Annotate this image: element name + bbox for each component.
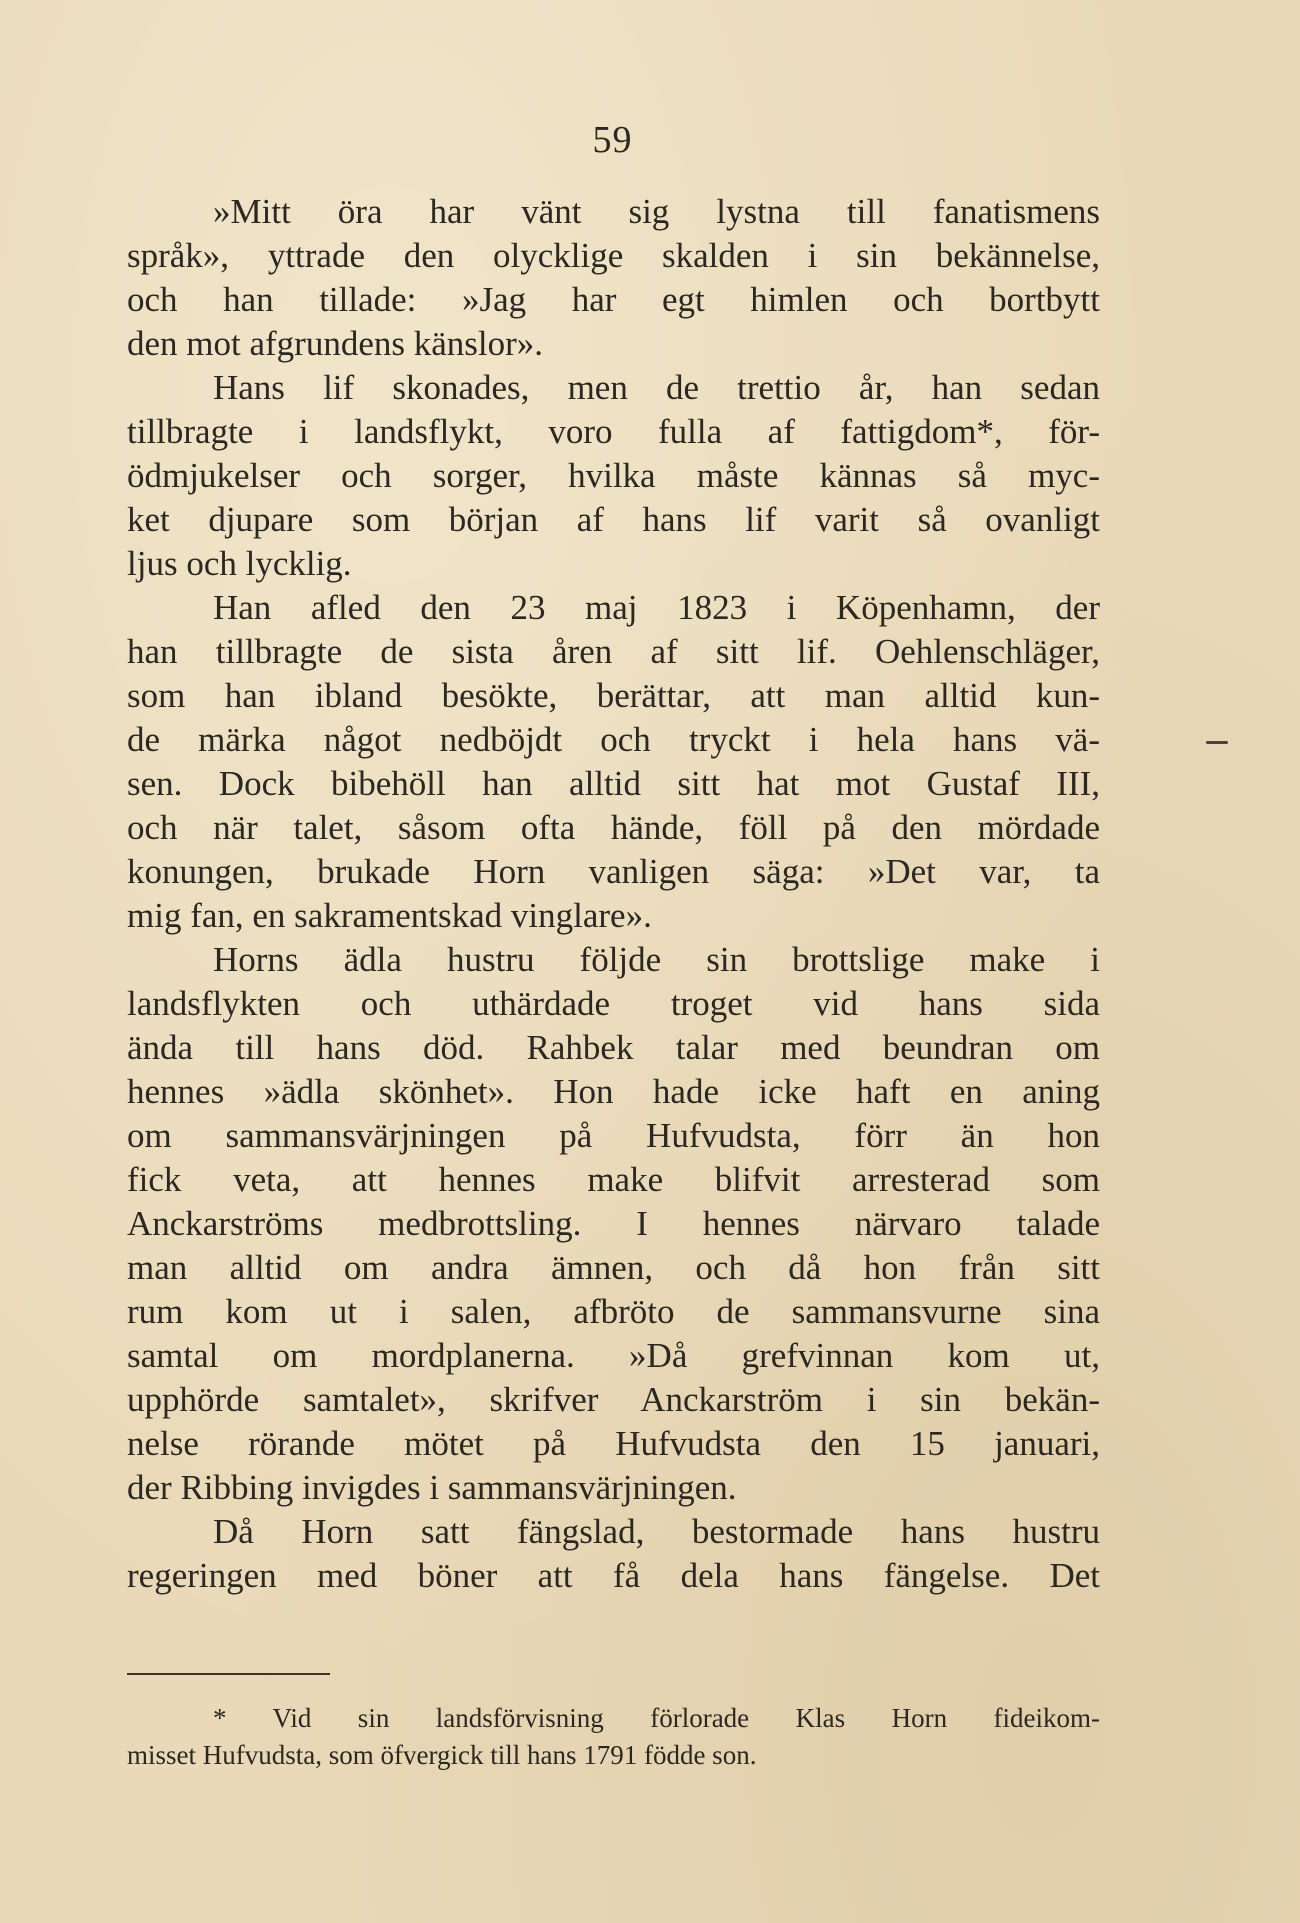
text-line: konungen, brukade Horn vanligen säga: »Det var, ta	[127, 852, 1100, 891]
text-line: som han ibland besökte, berättar, att man alltid kun-	[127, 676, 1100, 715]
text-line: om sammansvärjningen på Hufvudsta, förr än hon	[127, 1116, 1100, 1155]
footnote-line: misset Hufvudsta, som öfvergick till hans 1791 födde son.	[127, 1740, 757, 1770]
text-line: »Mitt öra har vänt sig lystna till fanatismens	[213, 192, 1100, 231]
text-line: Anckarströms medbrottsling. I hennes närvaro talade	[127, 1204, 1100, 1243]
text-line: och han tillade: »Jag har egt himlen och bortbytt	[127, 280, 1100, 319]
text-line: man alltid om andra ämnen, och då hon från sitt	[127, 1248, 1100, 1287]
text-line: Hans lif skonades, men de trettio år, han sedan	[213, 368, 1100, 407]
text-line: nelse rörande mötet på Hufvudsta den 15 januari,	[127, 1424, 1100, 1463]
paragraph-2	[127, 366, 1100, 586]
paragraph-5	[127, 1510, 1100, 1598]
text-line: Horns ädla hustru följde sin brottslige make i	[213, 940, 1100, 979]
body-text	[127, 190, 1100, 1598]
text-line: rum kom ut i salen, afbröto de sammansvurne sina	[127, 1292, 1100, 1331]
footnote-divider	[127, 1673, 330, 1675]
text-line: ket djupare som början af hans lif varit så ovanligt	[127, 500, 1100, 539]
text-line: språk», yttrade den olycklige skalden i sin bekännelse,	[127, 236, 1100, 275]
text-line: ända till hans död. Rahbek talar med beundran om	[127, 1028, 1100, 1067]
paragraph-4	[127, 938, 1100, 1510]
paragraph-1	[127, 190, 1100, 366]
text-line: regeringen med böner att få dela hans fängelse. Det	[127, 1556, 1100, 1595]
text-line: de märka något nedböjdt och tryckt i hela hans vä-	[127, 720, 1100, 759]
text-line: landsflykten och uthärdade troget vid hans sida	[127, 984, 1100, 1023]
text-line: tillbragte i landsflykt, voro fulla af fattigdom*, för-	[127, 412, 1100, 451]
text-line: och när talet, såsom ofta hände, föll på den mördade	[127, 808, 1100, 847]
footnote-line: * Vid sin landsförvisning förlorade Klas Horn fideikom-	[213, 1703, 1100, 1733]
text-line: upphörde samtalet», skrifver Anckarström i sin bekän-	[127, 1380, 1100, 1419]
text-line: Han afled den 23 maj 1823 i Köpenhamn, der	[213, 588, 1100, 627]
text-line: Då Horn satt fängslad, bestormade hans hustru	[213, 1512, 1100, 1551]
margin-mark	[1206, 741, 1228, 744]
text-line: der Ribbing invigdes i sammansvärjningen.	[127, 1468, 737, 1507]
text-line: ljus och lycklig.	[127, 544, 352, 583]
page-number: 59	[592, 119, 633, 161]
text-line: samtal om mordplanerna. »Då grefvinnan kom ut,	[127, 1336, 1100, 1375]
text-line: ödmjukelser och sorger, hvilka måste kännas så myc-	[127, 456, 1100, 495]
paragraph-3	[127, 586, 1100, 938]
text-line: mig fan, en sakramentskad vinglare».	[127, 896, 652, 935]
text-line: hennes »ädla skönhet». Hon hade icke haft en aning	[127, 1072, 1100, 1111]
text-line: han tillbragte de sista åren af sitt lif. Oehlenschläger,	[127, 632, 1100, 671]
footnote	[127, 1700, 1100, 1774]
text-line: den mot afgrundens känslor».	[127, 324, 544, 363]
text-line: sen. Dock bibehöll han alltid sitt hat mot Gustaf III,	[127, 764, 1100, 803]
text-line: fick veta, att hennes make blifvit arresterad som	[127, 1160, 1100, 1199]
